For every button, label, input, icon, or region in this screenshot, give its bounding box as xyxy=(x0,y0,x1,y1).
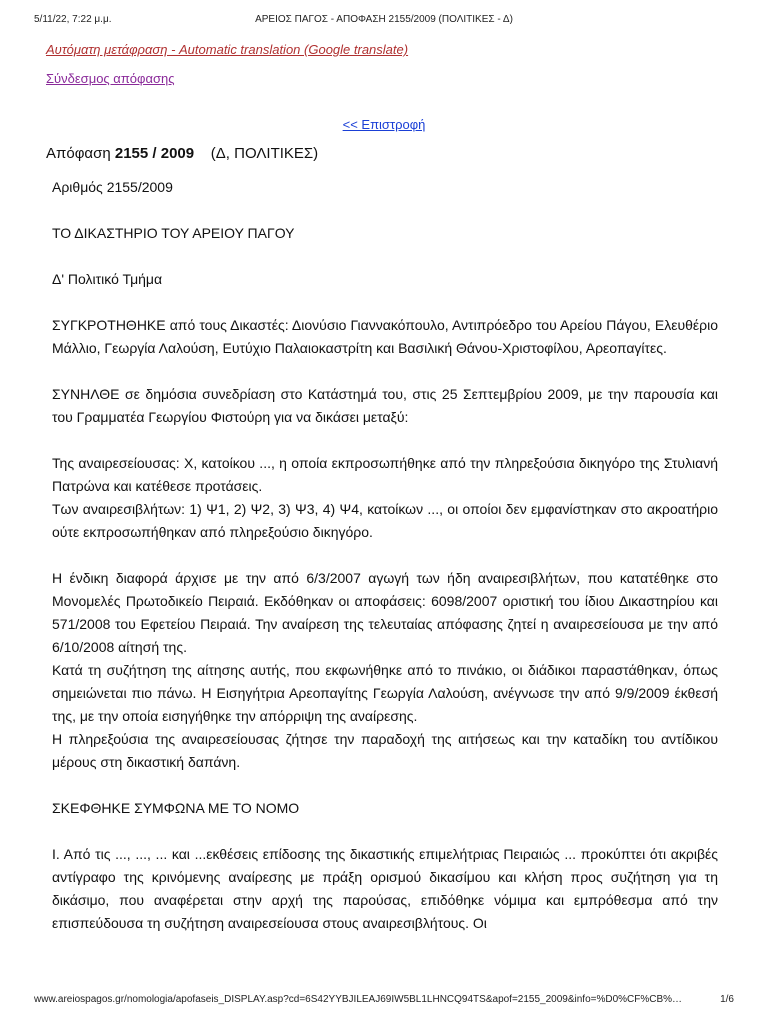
decision-prefix: Απόφαση xyxy=(46,145,111,162)
print-page-title: ΑΡΕΙΟΣ ΠΑΓΟΣ - ΑΠΟΦΑΣΗ 2155/2009 (ΠΟΛΙΤΙΚΕΣ - Δ) xyxy=(255,14,513,25)
page-number: 1/6 xyxy=(720,994,734,1005)
respondents-paragraph: Των αναιρεσιβλήτων: 1) Ψ1, 2) Ψ2, 3) Ψ3, 4) Ψ4, κατοίκων ..., οι οποίοι δεν εμφανίστηκαν στο ακροατήριο ούτε εκπροσωπήθηκαν από πληρεξούσιο δικηγόρο. xyxy=(52,501,718,540)
decision-number-line: Αριθμός 2155/2009 xyxy=(52,179,173,195)
print-footer xyxy=(34,994,734,1008)
decision-section: (Δ, ΠΟΛΙΤΙΚΕΣ) xyxy=(210,145,319,162)
print-url: www.areiospagos.gr/nomologia/apofaseis_DISPLAY.asp?cd=6S42YYBJILEAJ69IW5BL1LHNCQ94TS&apof=2155_2009&info=%D0%CF%CB%… xyxy=(34,994,683,1005)
deliberation-heading: ΣΚΕΦΘΗΚΕ ΣΥΜΦΩΝΑ ΜΕ ΤΟ ΝΟΜΟ xyxy=(52,800,300,816)
decision-body xyxy=(52,176,718,935)
dispute-paragraph: Η ένδικη διαφορά άρχισε με την από 6/3/2007 αγωγή των ήδη αναιρεσιβλήτων, που κατατέθηκε στο Μονομελές Πρωτοδικείο Πειραιά. Εκδόθηκαν οι αποφάσεις: 6098/2007 οριστική του ίδιου Δικαστηρίου και 571/2008 του Εφετείου Πειραιά. Την αναίρεση της τελευταίας απόφασης ζητεί η αναιρεσείουσα με την από 6/10/2008 αίτησή της. xyxy=(52,570,718,655)
decision-title xyxy=(46,145,318,162)
back-link[interactable]: << Επιστροφή xyxy=(342,117,426,132)
appellant-paragraph: Της αναιρεσείουσας: Χ, κατοίκου ..., η οποία εκπροσωπήθηκε από την πληρεξούσια δικηγόρο της Στυλιανή Πατρώνα και κατέθεσε προτάσεις. xyxy=(52,455,718,494)
court-heading: ΤΟ ΔΙΚΑΣΤΗΡΙΟ ΤΟΥ ΑΡΕΙΟΥ ΠΑΓΟΥ xyxy=(52,225,295,241)
division-heading: Δ' Πολιτικό Τμήμα xyxy=(52,271,163,287)
hearing-paragraph: Κατά τη συζήτηση της αίτησης αυτής, που εκφωνήθηκε από το πινάκιο, οι διάδικοι παραστάθηκαν, όπως σημειώνεται πιο πάνω. Η Εισηγήτρια Αρεοπαγίτης Γεωργία Λαλούση, ανέγνωσε την από 9/9/2009 έκθεσή της, με την οποία εισηγήθηκε την απόρριψη της αναίρεσης. xyxy=(52,662,718,724)
print-datetime: 5/11/22, 7:22 μ.μ. xyxy=(34,14,112,25)
auto-translate-link[interactable]: Αυτόματη μετάφραση - Automatic translation (Google translate) xyxy=(46,42,409,57)
session-paragraph: ΣΥΝΗΛΘΕ σε δημόσια συνεδρίαση στο Κατάστημά του, στις 25 Σεπτεμβρίου 2009, με την παρουσία και του Γραμματέα Γεωργίου Φιστούρη για να δικάσει μεταξύ: xyxy=(52,386,718,425)
decision-number: 2155 / 2009 xyxy=(114,145,195,162)
section-1-paragraph: Ι. Από τις ..., ..., ... και ...εκθέσεις επίδοσης της δικαστικής επιμελήτριας Πειραιώς ... προκύπτει ότι ακριβές αντίγραφο της κρινόμενης αναίρεσης με πράξη ορισμού δικασίμου και κλήση προς συζήτηση για τη δικάσιμο, που αναφέρεται στην αρχή της παρούσας, επιδόθηκε νόμιμα και εμπρόθεσμα από την επισπεύδουσα τη συζήτηση αναιρεσείουσα στους αναιρεσιβλήτους. Οι xyxy=(52,846,718,931)
decision-link[interactable]: Σύνδεσμος απόφασης xyxy=(46,71,175,86)
composition-paragraph: ΣΥΓΚΡΟΤΗΘΗΚΕ από τους Δικαστές: Διονύσιο Γιαννακόπουλο, Αντιπρόεδρο του Αρείου Πάγου, Ελευθέριο Μάλλιο, Γεωργία Λαλούση, Ευτύχιο Παλαιοκαστρίτη και Βασιλική Θάνου-Χριστοφίλου, Αρεοπαγίτες. xyxy=(52,317,718,356)
attorney-request-paragraph: Η πληρεξούσια της αναιρεσείουσας ζήτησε την παραδοχή της αιτήσεως και την καταδίκη του αντίδικου μέρους στη δικαστική δαπάνη. xyxy=(52,731,718,770)
print-header xyxy=(34,14,734,28)
